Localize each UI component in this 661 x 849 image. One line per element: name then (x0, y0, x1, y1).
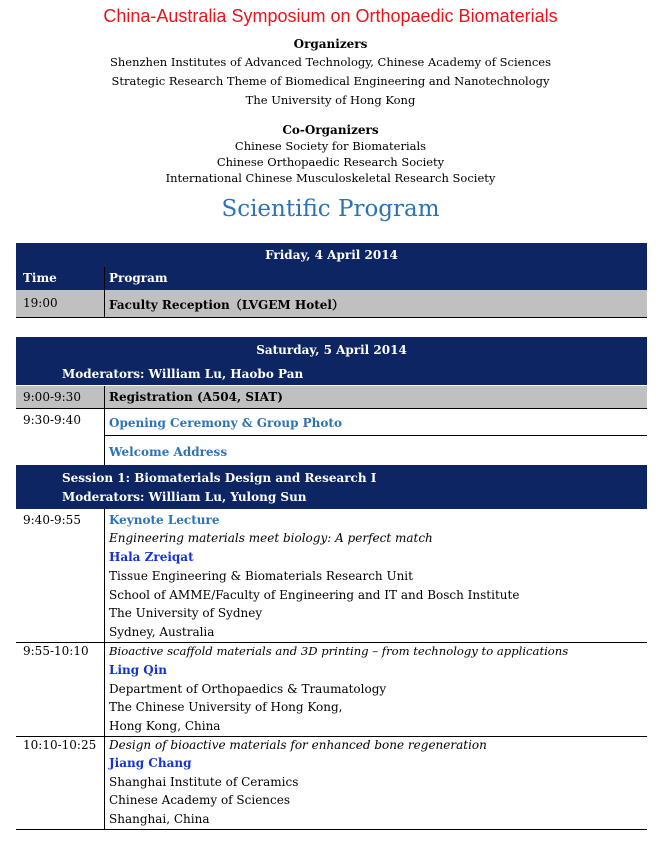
row-program: Registration (A504, SIAT) (109, 390, 283, 404)
registration-row (16, 386, 647, 409)
row-divider (16, 736, 647, 737)
column-divider (104, 509, 105, 830)
organizer-line: The University of Hong Kong (245, 93, 416, 107)
organizer-line: Strategic Research Theme of Biomedical Engineering and Nanotechnology (111, 74, 550, 88)
keynote-label: Keynote Lecture (109, 513, 220, 527)
row-divider (16, 642, 647, 643)
talk-time: 9:40-9:55 (23, 513, 81, 527)
opening-ceremony: Opening Ceremony & Group Photo (109, 416, 342, 430)
organizer-line: Shenzhen Institutes of Advanced Technology, Chinese Academy of Sciences (110, 55, 551, 69)
co-organizers-heading: Co-Organizers (282, 123, 379, 137)
affiliation-line: Department of Orthopaedics & Traumatology (109, 682, 387, 696)
talk-time: 10:10-10:25 (23, 738, 97, 752)
opening-time: 9:30-9:40 (23, 413, 81, 427)
program-title: Scientific Program (221, 196, 440, 222)
column-divider (104, 386, 105, 465)
co-organizer-line: Chinese Orthopaedic Research Society (216, 155, 445, 169)
conference-title: China-Australia Symposium on Orthopaedic Biomaterials (103, 6, 558, 26)
time-column-header: Time (23, 271, 57, 285)
row-divider (16, 829, 647, 830)
row-program: Faculty Reception（LVGEM Hotel） (109, 298, 344, 312)
affiliation-line: Hong Kong, China (109, 719, 221, 733)
day1-date: Friday, 4 April 2014 (16, 243, 647, 267)
co-organizer-line: International Chinese Musculoskeletal Research Society (165, 171, 496, 185)
speaker-name: Hala Zreiqat (109, 550, 194, 564)
affiliation-line: Shanghai Institute of Ceramics (109, 775, 299, 789)
co-organizer-line: Chinese Society for Biomaterials (234, 139, 427, 153)
session1-header (16, 465, 647, 509)
day2-moderators-row (16, 363, 647, 385)
talk-time: 9:55-10:10 (23, 644, 89, 658)
affiliation-line: Chinese Academy of Sciences (109, 793, 291, 807)
program-column-header: Program (109, 271, 168, 285)
session1-moderators: Moderators: William Lu, Yulong Sun (62, 490, 307, 504)
affiliation-line: The University of Sydney (109, 606, 263, 620)
talk-title: Engineering materials meet biology: A perfect match (109, 531, 433, 545)
affiliation-line: Sydney, Australia (109, 625, 215, 639)
speaker-name: Ling Qin (109, 663, 168, 677)
speaker-name: Jiang Chang (109, 756, 192, 770)
affiliation-line: School of AMME/Faculty of Engineering and IT and Bosch Institute (109, 588, 520, 602)
session1-title: Session 1: Biomaterials Design and Research I (62, 471, 377, 485)
organizers-heading: Organizers (293, 37, 368, 51)
day1-header-row (16, 267, 647, 290)
affiliation-line: Shanghai, China (109, 812, 210, 826)
affiliation-line: The Chinese University of Hong Kong, (109, 700, 343, 714)
column-divider (104, 267, 105, 318)
day2-moderators: Moderators: William Lu, Haobo Pan (62, 367, 304, 381)
talk-title: Bioactive scaffold materials and 3D printing – from technology to applications (109, 644, 569, 658)
day2-date: Saturday, 5 April 2014 (16, 337, 647, 363)
day1-row (16, 290, 647, 318)
affiliation-line: Tissue Engineering & Biomaterials Research Unit (109, 569, 413, 583)
welcome-address: Welcome Address (109, 445, 228, 459)
row-time: 9:00-9:30 (23, 390, 81, 404)
talk-title: Design of bioactive materials for enhanced bone regeneration (109, 738, 487, 752)
row-divider (104, 435, 647, 436)
row-time: 19:00 (23, 296, 58, 310)
